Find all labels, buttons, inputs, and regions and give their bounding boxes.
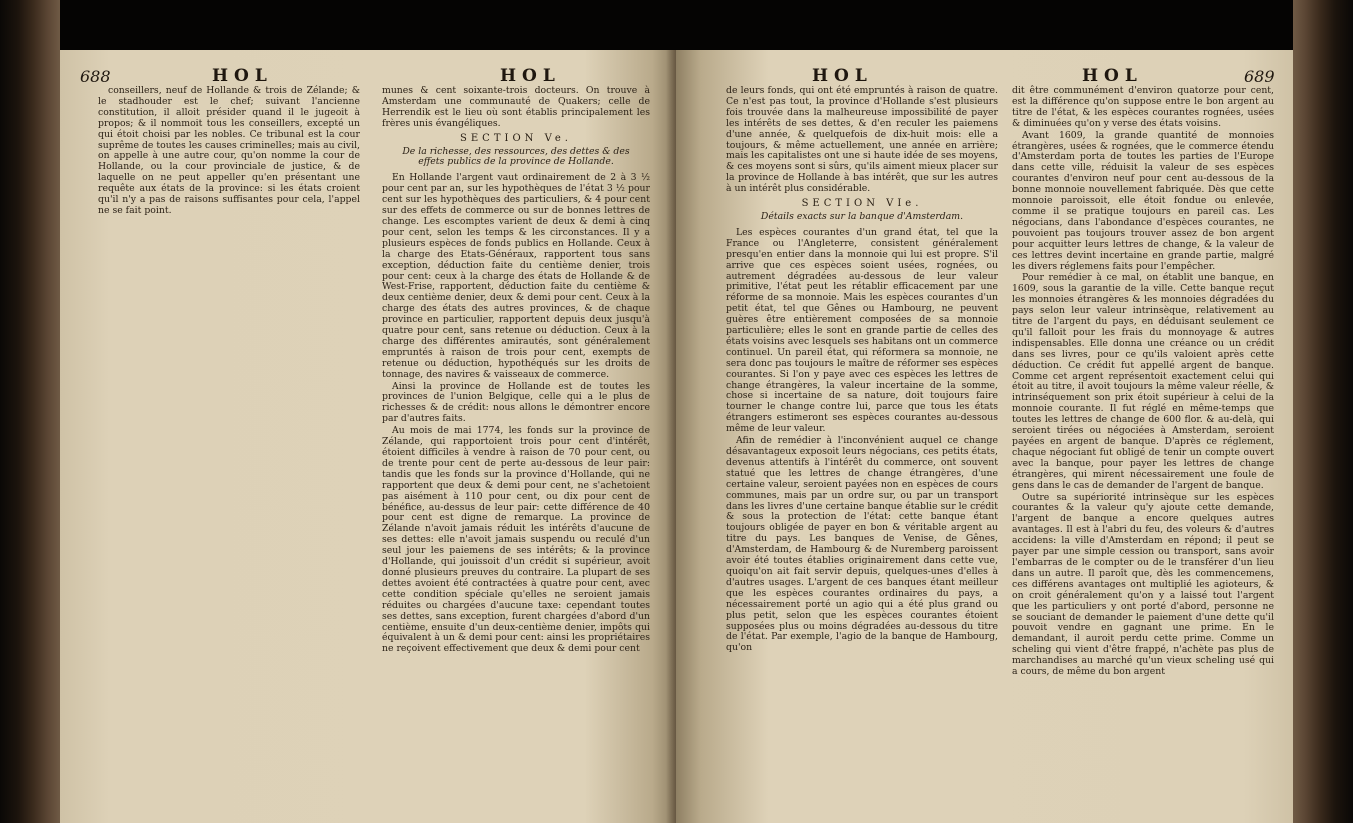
left-page [60,50,677,823]
book-edge-left [0,0,60,823]
paragraph: Pour remédier à ce mal, on établit une banque, en 1609, sous la garantie de la ville. Cette banque reçut les monnoies étrangères & les monnoies dégradées du pays selon leur valeur intrinsèque, relativement au titre de l'argent du pays, en déduisant seulement ce qu'il falloit pour les frais du monnoyage & autres indispensables. Elle donna une créance ou un crédit dans ses livres, pour ce qu'ils valoient après cette déduction. Ce crédit fut appellé argent de banque. Comme cet argent représentoit exactement celui qui étoit au titre, il avoit toujours la même valeur réelle, & intrinséquement son prix étoit supérieur à celui de la monnoie courante. Il fut réglé en même-temps que toutes les lettres de change de 600 flor. & au-delà, qui seroient tirées ou négociées à Amsterdam, seroient payées en argent de banque. D'après ce réglement, chaque négociant fut obligé de tenir un compte ouvert avec la banque, pour payer les lettres de change étrangères, qui mirent nécessairement une foule de gens dans le cas de demander de l'argent de banque. [1012,272,1274,491]
left-page-column-1 [98,86,360,218]
paragraph: de leurs fonds, qui ont été empruntés à raison de quatre. Ce n'est pas tout, la province d'Hollande s'est plusieurs fois trouvée dans la malheureuse impossibilité de payer les intérêts de ses dettes, & d'en reculer les paiemens d'une année, & quelquefois de dix-huit mois: elle a toujours, & même actuellement, une année en arrière; mais les capitalistes ont une si haute idée de ses moyens, & ces moyens sont si sûrs, qu'ils aiment mieux placer sur la province de Hollande à bas intérêt, que sur les autres à un intérêt plus considérable. [726,85,998,195]
right-page-column-1 [726,86,998,655]
paragraph: Ainsi la province de Hollande est de toutes les provinces de l'union Belgique, celle qui a le plus de richesses & de crédit: nous allons le démontrer encore par d'autres faits. [382,380,650,425]
section-title: SECTION Ve. [460,132,572,144]
paragraph: dit être communément d'environ quatorze pour cent, est la différence qu'on suppose entre le bon argent au titre de l'état, & les espèces courantes rognées, usées & diminuées qu'on y verse des états voisins. [1012,85,1274,129]
paragraph: Outre sa supériorité intrinsèque sur les espèces courantes & la valeur qu'y ajoute cette demande, l'argent de banque a encore quelques autres avantages. Il est à l'abri du feu, des voleurs & d'autres accidens: la ville d'Amsterdam en répond; il peut se payer par une simple cession ou transport, sans avoir l'embarras de le compter ou de le transférer d'un lieu dans un autre. Il paroît que, dès les commencemens, ces différens avantages ont multiplié les agioteurs, & on croit généralement qu'on y a laissé tout l'argent que les particuliers y ont porté d'abord, personne ne se souciant de demander le paiement d'une dette qu'il pouvoit vendre en gagnant une prime. En le demandant, il auroit perdu cette prime. Comme un scheling qui vient d'être frappé, n'achète pas plus de marchandises au marché qu'un vieux scheling usé qui a cours, de même du bon argent [1012,491,1274,678]
section-subtitle: Détails exacts sur la banque d'Amsterdam. [760,210,964,222]
section-title: SECTION VIe. [801,198,923,210]
paragraph: conseillers, neuf de Hollande & trois de Zélande; & le stadhouder est le chef; suivant l'ancienne constitution, il alloit présider quand il le jugeoit à propos; & il nommoit tous les conseillers, excepté un qui étoit choisi par les nobles. Ce tribunal est la cour suprême de toutes les causes criminelles; mais au civil, on appelle à une autre cour, qu'on nomme la cour de Hollande, ou la cour provinciale de justice, & de laquelle on ne peut appeller qu'en présentant une requête aux états de la province: si les états croient qu'il n'y a pas de raisons suffisantes pour cela, l'appel ne se fait point. [98,85,360,216]
book-edge-right [1293,0,1353,823]
running-head-right-2: HOL [1082,66,1143,86]
paragraph: Afin de remédier à l'inconvénient auquel ce change désavantageux exposoit leurs négocians, ces petits états, devenus attentifs à l'intérêt du commerce, ont souvent statué que les lettres de change étrangères, d'une certaine valeur, seroient payées non en espèces de cours communes, mais par un ordre sur, ou par un transport dans les livres d'une certaine banque établie sur le crédit & sous la protection de l'état: cette banque étant toujours obligée de payer en bon & véritable argent au titre du pays. Les banques de Venise, de Gênes, d'Amsterdam, de Hambourg & de Nuremberg paroissent avoir été toutes établies originairement dans cette vue, quoiqu'on ait fait servir depuis, quelques-unes d'elles à d'autres usages. L'argent de ces banques étant meilleur que les espèces courantes ordinaires du pays, a nécessairement porté un agio qui a été plus grand ou plus petit, selon que les espèces courantes étoient supposées plus ou moins dégradées au-dessous du titre de l'état. Par exemple, l'agio de la banque de Hambourg, qu'on [726,435,998,654]
page-number-right: 689 [1244,67,1275,86]
right-page [676,50,1293,823]
left-page-column-2 [382,86,650,656]
section-subtitle: De la richesse, des ressources, des dettes & des effets publics de la province de Hollande. [402,145,630,168]
right-page-column-2 [1012,86,1274,679]
paragraph: En Hollande l'argent vaut ordinairement de 2 à 3 ½ pour cent par an, sur les hypothèques de l'état 3 ½ pour cent sur les hypothèques des particuliers, & 4 pour cent sur des effets de commerce ou sur de bonnes lettres de change. Les escomptes varient de deux & demi à cinq pour cent, selon les temps & les circonstances. Il y a plusieurs espèces de fonds publics en Hollande. Ceux à la charge des Etats-Généraux, rapportent tous sans exception, déduction faite du centième denier, trois pour cent: ceux à la charge des états de Hollande & de West-Frise, rapportent, déduction faite du centième & deux centième denier, deux & demi pour cent. Ceux à la charge des états des autres provinces, & de chaque province en particulier, rapportent depuis deux jusqu'à quatre pour cent, sans retenue ou déduction. Ceux à la charge des différentes amirautés, sont généralement empruntés à raison de trois pour cent, exempts de retenue ou déduction, hypothéqués sur les droits de tonnage, des navires & vaisseaux de commerce. [382,172,650,380]
paragraph: Les espèces courantes d'un grand état, tel que la France ou l'Angleterre, consistent généralement presqu'en entier dans la monnoie qui lui est propre. S'il arrive que ces espèces soient usées, rognées, ou autrement dégradées au-dessous de leur valeur primitive, l'état peut les rétablir efficacement par une réforme de sa monnoie. Mais les espèces courantes d'un petit état, tel que Gênes ou Hambourg, ne peuvent guères être entièrement composées de sa monnoie particulière; elles le sont en grande partie de celles des états voisins avec lesquels ses habitans ont un commerce continuel. Un pareil état, qui réformera sa monnoie, ne sera donc pas toujours le maître de réformer ses espèces courantes. Si l'on y paye avec ces espèces les lettres de change étrangères, la valeur incertaine de la somme, chose si incertaine de sa nature, doit toujours faire tourner le change contre lui, parce que tous les états étrangers estimeront ses espèces courantes au-dessous même de leur valeur. [726,226,998,435]
paragraph: Avant 1609, la grande quantité de monnoies étrangères, usées & rognées, que le commerce étendu d'Amsterdam porta de toutes les parties de l'Europe dans cette ville, réduisit la valeur de ses espèces courantes d'environ neuf pour cent au-dessous de la bonne monnoie nouvellement fabriquée. Dès que cette monnoie paroissoit, elle étoit fondue ou enlevée, comme il se pratique toujours en pareil cas. Les négocians, dans l'abondance d'espèces courantes, ne pouvoient pas toujours trouver assez de bon argent pour acquitter leurs lettres de change, & la valeur de ces lettres devint incertaine en grande partie, malgré les divers réglemens faits pour l'empêcher. [1012,129,1274,272]
running-head-left-1: HOL [212,66,273,86]
running-head-left-2: HOL [500,66,561,86]
paragraph: Au mois de mai 1774, les fonds sur la province de Zélande, qui rapportoient trois pour cent d'intérêt, étoient difficiles à vendre à raison de 70 pour cent, ou de trente pour cent de perte au-dessous de leur pair: tandis que les fonds sur la province d'Hollande, qui ne rapportent que deux & demi pour cent, ne s'achetoient pas aisément à 110 pour cent, ou dix pour cent de bénéfice, au-dessus de leur pair: cette différence de 40 pour cent est digne de remarque. La province de Zélande n'avoit jamais réduit les intérêts d'aucune de ses dettes: elle n'avoit jamais suspendu ou reculé d'un seul jour les paiemens de ses intérêts; & la province d'Hollande, qui jouissoit d'un crédit si supérieur, avoit donné plusieurs preuves du contraire. La plupart de ses dettes avoient été contractées à quatre pour cent, avec cette condition spéciale qu'elles ne seroient jamais réduites ou chargées d'aucune taxe: cependant toutes ses dettes, sans exception, furent chargées d'abord d'un centième, ensuite d'un deux-centième denier, impôts qui équivalent à un & demi pour cent: ainsi les propriétaires ne reçoivent effectivement que deux & demi pour cent [382,425,650,655]
page-number-left: 688 [80,67,111,86]
running-head-right-1: HOL [812,66,873,86]
paragraph: munes & cent soixante-trois docteurs. On trouve à Amsterdam une communauté de Quakers; celle de Herrendik est le lieu où sont établis principalement les frères unis évangéliques. [382,85,650,129]
